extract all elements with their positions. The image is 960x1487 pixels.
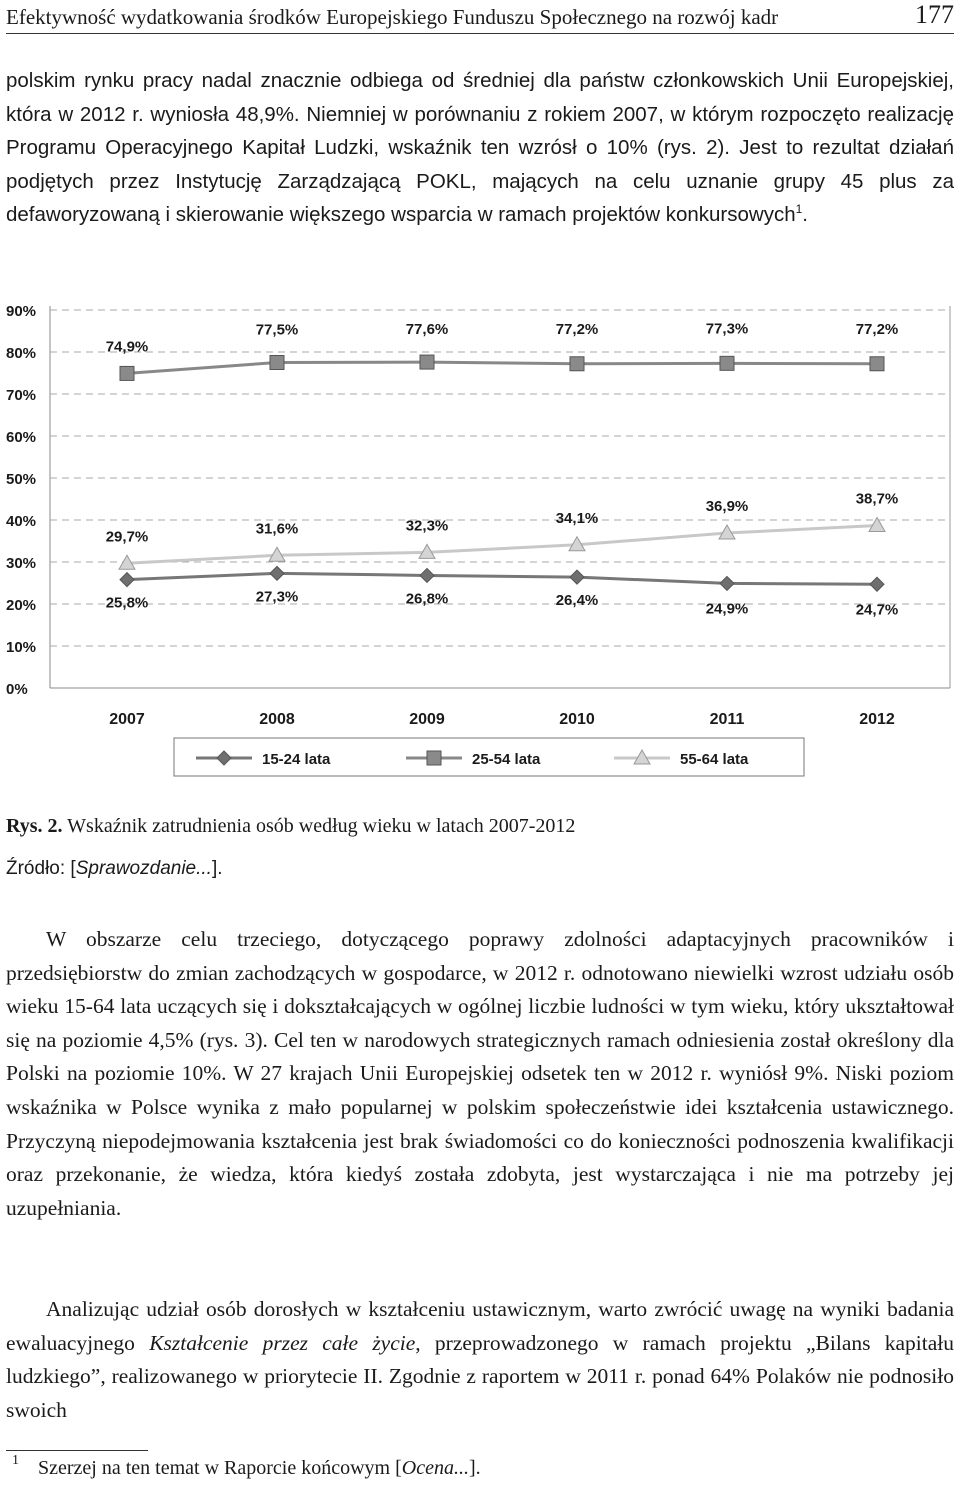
y-tick-label: 90% bbox=[6, 303, 37, 320]
data-point-25-54-lata bbox=[720, 356, 734, 370]
figure-caption bbox=[6, 815, 575, 838]
legend-marker-25-54-lata bbox=[427, 751, 441, 765]
study-title: Kształcenie przez całe życie bbox=[149, 1330, 416, 1355]
data-point-15-24-lata bbox=[870, 577, 884, 591]
series-line-25-54-lata bbox=[127, 362, 877, 373]
intro-text: polskim rynku pracy nadal znacznie odbiega od średniej dla państw członkowskich Unii Europejskiej, która w 2012 r. wyniosła 48,9%. Niemniej w porównaniu z rokiem 2007, w którym rozpoczęto realizację Programu Operacyjnego Kapitał Ludzki, wskaźnik ten wzrósł o 10% (rys. 2). Jest to rezultat działań podjętych przez Instytucję Zarządzającą POKL, mających na celu uznanie grupy 45 plus za defaworyzowaną i skierowanie większego wsparcia w ramach projektów konkursowych bbox=[6, 69, 954, 227]
data-point-15-24-lata bbox=[420, 568, 434, 582]
data-label-25-54-lata: 74,9% bbox=[105, 338, 149, 356]
x-tick-label: 2009 bbox=[409, 711, 445, 728]
data-label-15-24-lata: 25,8% bbox=[105, 594, 149, 612]
footnote-rule bbox=[6, 1450, 148, 1451]
y-tick-label: 0% bbox=[6, 681, 28, 698]
data-point-25-54-lata bbox=[120, 366, 134, 380]
intro-paragraph bbox=[6, 64, 954, 232]
figure-caption-text: Wskaźnik zatrudnienia osób według wieku w latach 2007-2012 bbox=[62, 815, 576, 837]
data-label-55-64-lata: 34,1% bbox=[555, 509, 599, 527]
footnote-number: 1 bbox=[12, 1453, 19, 1468]
data-label-15-24-lata: 26,8% bbox=[405, 590, 449, 608]
figure-source bbox=[6, 858, 223, 880]
footnote-ref[interactable]: 1 bbox=[795, 202, 803, 217]
source-suffix: ]. bbox=[211, 858, 223, 879]
data-label-25-54-lata: 77,2% bbox=[855, 320, 899, 338]
data-point-25-54-lata bbox=[570, 357, 584, 371]
data-point-25-54-lata bbox=[270, 356, 284, 370]
source-prefix: Źródło: [ bbox=[6, 858, 76, 879]
data-point-15-24-lata bbox=[120, 573, 134, 587]
series-line-55-64-lata bbox=[127, 525, 877, 563]
para3-before: Analizując udział osób dorosłych w kształceniu ustawicznym, warto zwrócić uwagę na wyniki badania ewaluacyjnego bbox=[6, 1297, 954, 1355]
x-tick-label: 2010 bbox=[559, 711, 595, 728]
data-label-15-24-lata: 24,9% bbox=[705, 600, 749, 618]
data-label-15-24-lata: 27,3% bbox=[255, 588, 299, 606]
footnote-ref-title: Ocena... bbox=[401, 1457, 469, 1479]
x-tick-label: 2012 bbox=[859, 711, 895, 728]
data-label-25-54-lata: 77,3% bbox=[705, 320, 749, 338]
x-tick-label: 2007 bbox=[109, 711, 145, 728]
data-point-15-24-lata bbox=[570, 570, 584, 584]
para3-after: , przeprowadzonego w ramach projektu „Bilans kapitału ludzkiego”, realizowanego w priorytecie II. Zgodnie z raportem w 2011 r. ponad 64% Polaków nie podnosiło swoich bbox=[6, 1330, 954, 1422]
header-title: Efektywność wydatkowania środków Europejskiego Funduszu Społecznego na rozwój kadr bbox=[6, 5, 779, 29]
series-line-15-24-lata bbox=[127, 573, 877, 584]
y-tick-label: 40% bbox=[6, 513, 37, 530]
data-label-55-64-lata: 31,6% bbox=[255, 520, 299, 538]
x-tick-label: 2011 bbox=[709, 711, 745, 728]
y-tick-label: 30% bbox=[6, 555, 37, 572]
legend-label-25-54-lata: 25-54 lata bbox=[472, 751, 541, 768]
page-number: 177 bbox=[915, 0, 954, 29]
footnote-end: ]. bbox=[468, 1457, 481, 1479]
y-tick-label: 60% bbox=[6, 429, 37, 446]
data-point-15-24-lata bbox=[720, 576, 734, 590]
body-paragraph-2: W obszarze celu trzeciego, dotyczącego poprawy zdolności adaptacyjnych pracowników i przedsiębiorstw do zmian zachodzących w gospodarce, w 2012 r. odnotowano niewielki wzrost udziału osób wieku 15-64 lata uczących się i dokształcających w ogólnej liczbie ludności w tym wieku, który ukształtował się na poziomie 4,5% (rys. 3). Cel ten w narodowych strategicznych ramach odniesienia został określony dla Polski na poziomie 10%. W 27 krajach Unii Europejskiej odsetek ten w 2012 r. wyniósł 9%. Niski poziom wskaźnika w Polsce wynika z mało popularnej w polskim społeczeństwie idei kształcenia ustawicznego. Przyczyną niepodejmowania kształcenia jest brak świadomości co do konieczności podnoszenia kwalifikacji oraz przekonanie, że wiedza, która kiedyś została zdobyta, jest wystarczająca i nie ma potrzeby jej uzupełniania. bbox=[6, 927, 954, 1220]
y-tick-label: 70% bbox=[6, 387, 37, 404]
legend-label-15-24-lata: 15-24 lata bbox=[262, 751, 331, 768]
footnote-text: Szerzej na ten temat w Raporcie końcowym [ bbox=[38, 1457, 402, 1479]
intro-end: . bbox=[802, 203, 808, 227]
data-label-55-64-lata: 36,9% bbox=[705, 498, 749, 516]
employment-rate-chart bbox=[0, 296, 960, 796]
data-label-25-54-lata: 77,6% bbox=[405, 321, 449, 339]
data-point-15-24-lata bbox=[270, 566, 284, 580]
figure-label: Rys. 2. bbox=[6, 815, 63, 837]
data-label-25-54-lata: 77,5% bbox=[255, 321, 299, 339]
source-name: Sprawozdanie... bbox=[75, 858, 212, 879]
y-tick-label: 80% bbox=[6, 345, 37, 362]
data-label-25-54-lata: 77,2% bbox=[555, 320, 599, 338]
data-label-55-64-lata: 38,7% bbox=[855, 490, 899, 508]
y-tick-label: 20% bbox=[6, 597, 37, 614]
y-tick-label: 50% bbox=[6, 471, 37, 488]
running-header bbox=[6, 0, 954, 34]
y-tick-label: 10% bbox=[6, 639, 37, 656]
data-label-15-24-lata: 26,4% bbox=[555, 592, 599, 610]
legend-label-55-64-lata: 55-64 lata bbox=[680, 751, 749, 768]
body-paragraph-3 bbox=[6, 1293, 954, 1427]
data-point-25-54-lata bbox=[420, 355, 434, 369]
x-tick-label: 2008 bbox=[259, 711, 295, 728]
data-point-25-54-lata bbox=[870, 357, 884, 371]
data-label-55-64-lata: 29,7% bbox=[105, 528, 149, 546]
data-label-15-24-lata: 24,7% bbox=[855, 601, 899, 619]
footnote bbox=[12, 1453, 481, 1480]
data-label-55-64-lata: 32,3% bbox=[405, 517, 449, 535]
